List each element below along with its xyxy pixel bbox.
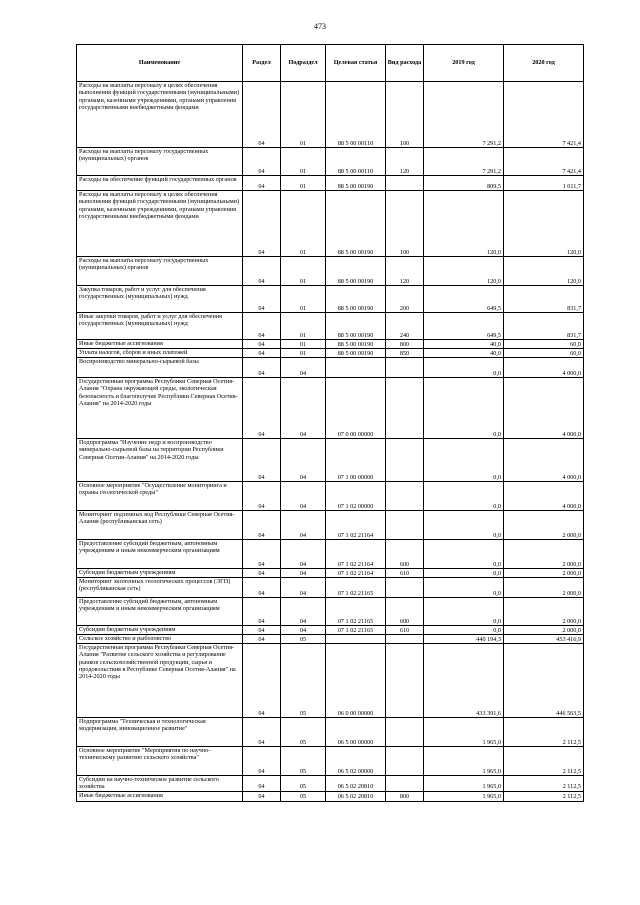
cell-razdel: 04 (243, 569, 281, 578)
cell-y2020: 831,7 (504, 313, 584, 340)
cell-razdel: 04 (243, 511, 281, 540)
cell-statya: 88 5 00 00190 (326, 176, 386, 191)
cell-vid (386, 511, 424, 540)
cell-statya (326, 635, 386, 644)
cell-podrazdel: 01 (281, 257, 326, 286)
cell-razdel: 04 (243, 286, 281, 313)
cell-y2020: 831,7 (504, 286, 584, 313)
cell-razdel: 04 (243, 191, 281, 257)
cell-statya: 07 1 02 21165 (326, 578, 386, 598)
cell-podrazdel: 01 (281, 191, 326, 257)
cell-y2019: 0,0 (424, 439, 504, 482)
cell-name: Предоставление субсидий бюджетным, автономным учреждениям и иным некоммерческим организациям (77, 540, 243, 569)
cell-vid: 800 (386, 340, 424, 349)
cell-statya: 88 5 00 00190 (326, 286, 386, 313)
table-row (77, 569, 584, 578)
cell-razdel: 04 (243, 482, 281, 511)
table-row (77, 191, 584, 257)
cell-podrazdel: 04 (281, 439, 326, 482)
cell-y2019: 1 965,0 (424, 718, 504, 747)
col-header-statya: Целевая статья (326, 45, 386, 82)
table-row (77, 718, 584, 747)
cell-statya: 88 5 00 00190 (326, 313, 386, 340)
cell-y2020: 2 000,0 (504, 540, 584, 569)
cell-name: Предоставление субсидий бюджетным, автономным учреждениям и иным некоммерческим организациям (77, 598, 243, 626)
cell-y2019: 440 194,3 (424, 635, 504, 644)
cell-y2019: 0,0 (424, 358, 504, 378)
cell-y2020: 2 112,5 (504, 747, 584, 776)
cell-name: Основное мероприятие "Осуществление мониторинга и охраны геологической среды" (77, 482, 243, 511)
cell-name: Субсидии на научно-техническое развитие сельского хозяйства (77, 776, 243, 792)
cell-name: Закупка товаров, работ и услуг для обеспечения государственных (муниципальных) нужд (77, 286, 243, 313)
cell-statya: 88 5 00 00110 (326, 82, 386, 148)
cell-name: Расходы на выплаты персоналу в целях обеспечения выполнения функций государственными (муниципальными) органами, казенными учреждениями, органами управления государственными внебюджетными фондами (77, 82, 243, 148)
cell-podrazdel: 05 (281, 635, 326, 644)
cell-podrazdel: 01 (281, 82, 326, 148)
page-number: 473 (314, 22, 326, 31)
cell-y2020: 2 000,0 (504, 569, 584, 578)
cell-statya: 06 5 02 00000 (326, 747, 386, 776)
cell-statya: 06 0 00 00000 (326, 644, 386, 718)
cell-y2019: 0,0 (424, 626, 504, 635)
cell-razdel: 04 (243, 313, 281, 340)
cell-razdel: 04 (243, 349, 281, 358)
cell-statya: 07 0 00 00000 (326, 378, 386, 439)
cell-statya: 07 1 02 00000 (326, 482, 386, 511)
cell-podrazdel: 04 (281, 358, 326, 378)
cell-name: Основное мероприятие "Мероприятия по научно-техническому развитию сельского хозяйства" (77, 747, 243, 776)
cell-name: Мониторинг подземных вод Республики Северная Осетия-Алания (республиканская сеть) (77, 511, 243, 540)
cell-vid: 800 (386, 791, 424, 801)
cell-y2019: 40,0 (424, 349, 504, 358)
cell-name: Государственная программа Республики Северная Осетия-Алания "Развитие сельского хозяйства и регулирование рынков сельскохозяйственной продукции, сырья и продовольствия в Республике Северная Осетия-Алания" на 2014-2020 годы (77, 644, 243, 718)
cell-y2020: 4 000,0 (504, 439, 584, 482)
table-row (77, 439, 584, 482)
table-row (77, 598, 584, 626)
cell-podrazdel: 05 (281, 747, 326, 776)
cell-y2020: 2 000,0 (504, 626, 584, 635)
cell-vid (386, 358, 424, 378)
cell-razdel: 04 (243, 340, 281, 349)
cell-y2019: 1 965,0 (424, 747, 504, 776)
cell-razdel: 04 (243, 598, 281, 626)
cell-podrazdel: 05 (281, 644, 326, 718)
cell-y2020: 1 011,7 (504, 176, 584, 191)
cell-y2020: 7 421,4 (504, 148, 584, 176)
cell-y2020: 60,0 (504, 349, 584, 358)
cell-name: Субсидии бюджетным учреждениям (77, 626, 243, 635)
cell-y2019: 7 291,2 (424, 82, 504, 148)
cell-y2020: 120,0 (504, 257, 584, 286)
cell-name: Сельское хозяйство и рыболовство (77, 635, 243, 644)
cell-razdel: 04 (243, 148, 281, 176)
table-row (77, 635, 584, 644)
cell-y2020: 2 112,5 (504, 791, 584, 801)
table-row (77, 482, 584, 511)
cell-y2020: 2 000,0 (504, 511, 584, 540)
cell-name: Уплата налогов, сборов и иных платежей (77, 349, 243, 358)
cell-podrazdel: 04 (281, 598, 326, 626)
cell-y2020: 2 112,5 (504, 776, 584, 792)
cell-razdel: 04 (243, 718, 281, 747)
table-row (77, 791, 584, 801)
cell-vid (386, 635, 424, 644)
cell-y2019: 7 291,2 (424, 148, 504, 176)
cell-vid (386, 718, 424, 747)
table-row (77, 340, 584, 349)
cell-name: Иные бюджетные ассигнования (77, 340, 243, 349)
cell-podrazdel: 01 (281, 148, 326, 176)
cell-y2019: 120,0 (424, 257, 504, 286)
cell-name: Подпрограмма "Техническая и технологическая модернизация, инновационное развитие" (77, 718, 243, 747)
table-row (77, 626, 584, 635)
cell-vid (386, 176, 424, 191)
cell-vid (386, 578, 424, 598)
cell-y2020: 120,0 (504, 191, 584, 257)
cell-name: Воспроизводство минерально-сырьевой базы (77, 358, 243, 378)
cell-statya: 88 5 00 00190 (326, 257, 386, 286)
cell-razdel: 04 (243, 776, 281, 792)
cell-vid: 200 (386, 286, 424, 313)
cell-podrazdel: 05 (281, 791, 326, 801)
cell-razdel: 04 (243, 791, 281, 801)
cell-y2020: 4 000,0 (504, 358, 584, 378)
cell-y2020: 4 000,0 (504, 378, 584, 439)
cell-y2020: 453 416,9 (504, 635, 584, 644)
cell-podrazdel: 01 (281, 340, 326, 349)
cell-statya: 88 5 00 00110 (326, 148, 386, 176)
cell-y2020: 2 000,0 (504, 578, 584, 598)
cell-statya: 07 1 02 21165 (326, 598, 386, 626)
cell-vid (386, 439, 424, 482)
cell-name: Расходы на обеспечение функций государственных органов (77, 176, 243, 191)
cell-vid: 240 (386, 313, 424, 340)
cell-vid (386, 776, 424, 792)
cell-podrazdel: 04 (281, 578, 326, 598)
table-row (77, 378, 584, 439)
table-header-row (77, 45, 584, 82)
cell-y2019: 120,0 (424, 191, 504, 257)
cell-statya: 88 5 00 00190 (326, 191, 386, 257)
cell-vid (386, 378, 424, 439)
cell-razdel: 04 (243, 82, 281, 148)
cell-statya: 88 5 00 00190 (326, 349, 386, 358)
table-row (77, 82, 584, 148)
cell-name: Иные закупки товаров, работ и услуг для обеспечения государственных (муниципальных) нужд (77, 313, 243, 340)
cell-name: Расходы на выплаты персоналу в целях обеспечения выполнения функций государственными (муниципальными) органами, казенными учреждениями, органами управления государственными внебюджетными фондами (77, 191, 243, 257)
table-row (77, 747, 584, 776)
cell-statya: 88 5 00 00190 (326, 340, 386, 349)
col-header-podrazdel: Подраздел (281, 45, 326, 82)
cell-statya: 06 5 02 20810 (326, 776, 386, 792)
cell-vid: 100 (386, 191, 424, 257)
cell-statya: 06 5 00 00000 (326, 718, 386, 747)
cell-razdel: 04 (243, 378, 281, 439)
cell-vid: 120 (386, 148, 424, 176)
cell-name: Расходы на выплаты персоналу государственных (муниципальных) органов (77, 148, 243, 176)
cell-vid: 610 (386, 569, 424, 578)
cell-podrazdel: 01 (281, 176, 326, 191)
cell-y2019: 0,0 (424, 569, 504, 578)
cell-y2020: 4 000,0 (504, 482, 584, 511)
table-row (77, 511, 584, 540)
cell-vid (386, 644, 424, 718)
cell-statya: 07 1 02 21164 (326, 540, 386, 569)
table-row (77, 776, 584, 792)
cell-podrazdel: 04 (281, 569, 326, 578)
cell-y2020: 2 000,0 (504, 598, 584, 626)
cell-podrazdel: 01 (281, 286, 326, 313)
cell-razdel: 04 (243, 540, 281, 569)
cell-y2019: 0,0 (424, 482, 504, 511)
col-header-name: Наименование (77, 45, 243, 82)
table-row (77, 358, 584, 378)
cell-y2020: 7 421,4 (504, 82, 584, 148)
cell-name: Государственная программа Республики Северная Осетия-Алания "Охрана окружающей среды, экологическая безопасность и благополучие Республики Северная Осетия-Алания" на 2014-2020 годы (77, 378, 243, 439)
cell-name: Субсидии бюджетным учреждениям (77, 569, 243, 578)
cell-y2019: 0,0 (424, 378, 504, 439)
cell-y2019: 1 965,0 (424, 791, 504, 801)
cell-podrazdel: 04 (281, 626, 326, 635)
budget-table (76, 44, 584, 802)
col-header-2019: 2019 год (424, 45, 504, 82)
cell-podrazdel: 04 (281, 540, 326, 569)
table-row (77, 257, 584, 286)
cell-y2019: 0,0 (424, 540, 504, 569)
cell-y2019: 433 391,6 (424, 644, 504, 718)
cell-razdel: 04 (243, 626, 281, 635)
cell-razdel: 04 (243, 578, 281, 598)
cell-statya: 06 5 02 20810 (326, 791, 386, 801)
cell-razdel: 04 (243, 257, 281, 286)
cell-vid: 120 (386, 257, 424, 286)
col-header-razdel: Раздел (243, 45, 281, 82)
cell-podrazdel: 04 (281, 482, 326, 511)
cell-name: Расходы на выплаты персоналу государственных (муниципальных) органов (77, 257, 243, 286)
cell-y2019: 1 965,0 (424, 776, 504, 792)
cell-vid: 600 (386, 540, 424, 569)
cell-razdel: 04 (243, 176, 281, 191)
cell-y2019: 0,0 (424, 598, 504, 626)
cell-y2020: 446 563,5 (504, 644, 584, 718)
col-header-vid: Вид расхода (386, 45, 424, 82)
cell-vid (386, 747, 424, 776)
cell-y2019: 809,5 (424, 176, 504, 191)
cell-y2019: 0,0 (424, 511, 504, 540)
cell-y2019: 649,5 (424, 313, 504, 340)
cell-podrazdel: 04 (281, 511, 326, 540)
col-header-2020: 2020 год (504, 45, 584, 82)
cell-statya: 07 1 00 00000 (326, 439, 386, 482)
cell-podrazdel: 05 (281, 718, 326, 747)
cell-statya (326, 358, 386, 378)
table-row (77, 148, 584, 176)
cell-vid: 850 (386, 349, 424, 358)
table-row (77, 286, 584, 313)
table-row (77, 540, 584, 569)
cell-name: Подпрограмма "Изучение недр и воспроизводство минерально-сырьевой базы на территории Республики Северная Осетия-Алания" на 2014-2020 годы (77, 439, 243, 482)
cell-razdel: 04 (243, 747, 281, 776)
cell-podrazdel: 01 (281, 313, 326, 340)
cell-vid: 100 (386, 82, 424, 148)
cell-razdel: 04 (243, 439, 281, 482)
cell-podrazdel: 04 (281, 378, 326, 439)
cell-razdel: 04 (243, 644, 281, 718)
cell-y2019: 40,0 (424, 340, 504, 349)
cell-name: Мониторинг экзогенных геологических процессов (ЭГП) (республиканская сеть) (77, 578, 243, 598)
cell-y2020: 2 112,5 (504, 718, 584, 747)
cell-y2020: 60,0 (504, 340, 584, 349)
cell-razdel: 04 (243, 635, 281, 644)
cell-statya: 07 1 02 21164 (326, 569, 386, 578)
cell-podrazdel: 01 (281, 349, 326, 358)
table-row (77, 578, 584, 598)
cell-vid: 600 (386, 598, 424, 626)
cell-name: Иные бюджетные ассигнования (77, 791, 243, 801)
table-row (77, 313, 584, 340)
cell-podrazdel: 05 (281, 776, 326, 792)
cell-statya: 07 1 02 21164 (326, 511, 386, 540)
cell-razdel: 04 (243, 358, 281, 378)
cell-statya: 07 1 02 21165 (326, 626, 386, 635)
table-row (77, 349, 584, 358)
cell-vid: 610 (386, 626, 424, 635)
cell-y2019: 0,0 (424, 578, 504, 598)
table-row (77, 176, 584, 191)
table-row (77, 644, 584, 718)
cell-y2019: 649,5 (424, 286, 504, 313)
cell-vid (386, 482, 424, 511)
